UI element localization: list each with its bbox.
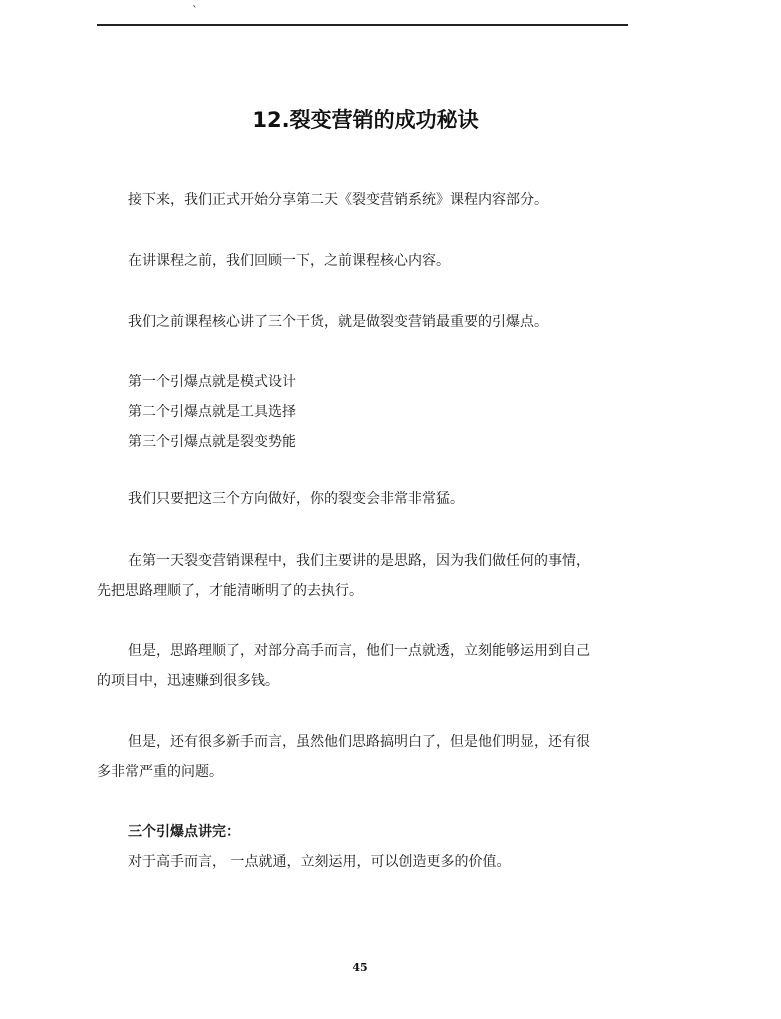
paragraph-line: 在讲课程之前，我们回顾一下，之前课程核心内容。 <box>128 253 450 269</box>
paragraph-line: 先把思路理顺了，才能清晰明了的去执行。 <box>97 583 363 599</box>
paragraph-line: 多非常严重的问题。 <box>97 764 223 780</box>
paragraph-line: 但是，思路理顺了，对部分高手而言，他们一点就透，立刻能够运用到自己 <box>128 643 590 659</box>
page-title: 12.裂变营销的成功秘诀 <box>252 108 479 132</box>
subsection-heading: 三个引爆点讲完： <box>128 824 240 840</box>
list-item: 第一个引爆点就是模式设计 <box>128 374 296 390</box>
paragraph-review <box>97 246 637 276</box>
paragraph-line: 在第一天裂变营销课程中，我们主要讲的是思路，因为我们做任何的事情， <box>128 553 590 569</box>
paragraph-day-one <box>97 546 637 606</box>
trigger-point-list <box>97 367 637 457</box>
subsection <box>97 817 637 877</box>
page-number: 45 <box>352 961 368 974</box>
paragraph-experts <box>97 636 637 696</box>
paragraph-beginners <box>97 727 637 787</box>
paragraph-intro <box>97 185 637 215</box>
list-item: 第二个引爆点就是工具选择 <box>128 404 296 420</box>
paragraph-direction <box>97 484 637 514</box>
paragraph-line: 接下来，我们正式开始分享第二天《裂变营销系统》课程内容部分。 <box>128 192 548 208</box>
list-item: 第三个引爆点就是裂变势能 <box>128 434 296 450</box>
paragraph-line: 的项目中，迅速赚到很多钱。 <box>97 673 279 689</box>
subsection-text: 对于高手而言， 一点就通，立刻运用，可以创造更多的价值。 <box>128 854 511 870</box>
header-rule <box>97 24 628 26</box>
paragraph-line: 但是，还有很多新手而言，虽然他们思路搞明白了，但是他们明显，还有很 <box>128 734 590 750</box>
paragraph-core <box>97 307 637 337</box>
paragraph-line: 我们之前课程核心讲了三个干货，就是做裂变营销最重要的引爆点。 <box>128 314 548 330</box>
header-mark: ` <box>192 4 198 18</box>
paragraph-line: 我们只要把这三个方向做好，你的裂变会非常非常猛。 <box>128 491 464 507</box>
